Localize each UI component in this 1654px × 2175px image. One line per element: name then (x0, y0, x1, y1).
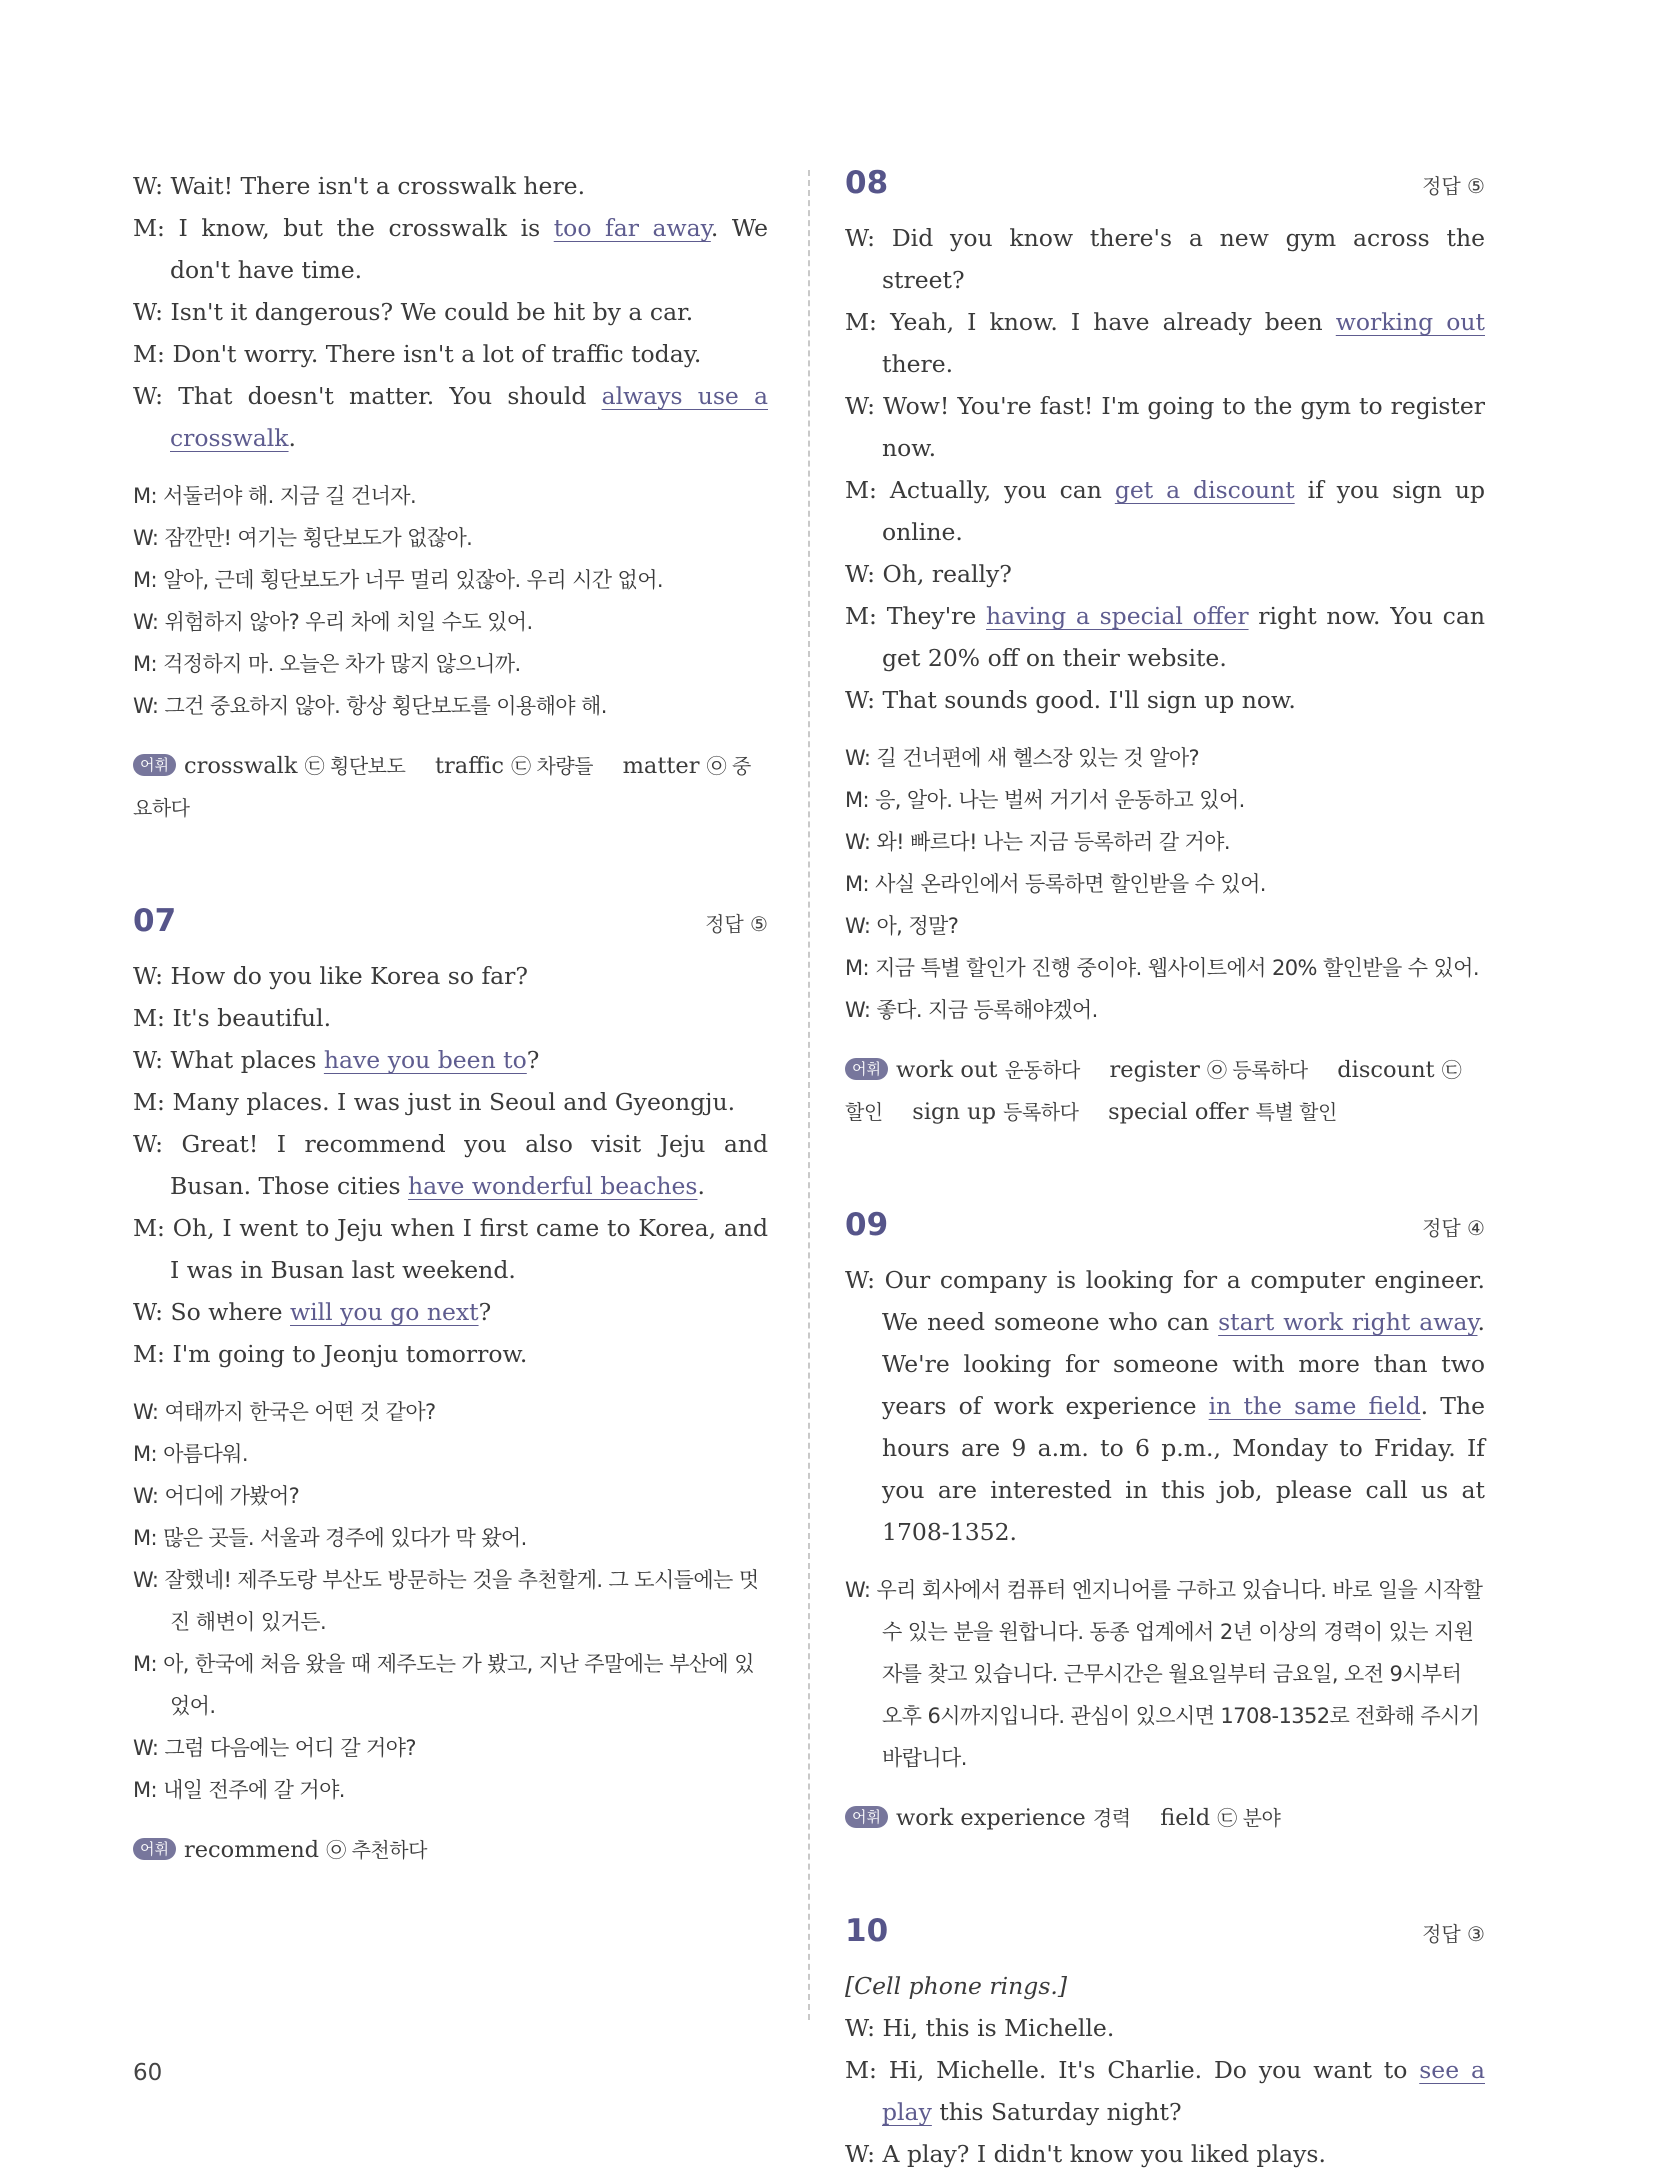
speaker-label: W: (133, 1130, 182, 1158)
speaker-label: W: (133, 298, 171, 326)
speaker-label: W: (845, 1266, 885, 1294)
dialogue-line (845, 2049, 1485, 2133)
korean-line: M: 지금 특별 할인가 진행 중이야. 웹사이트에서 20% 할인받을 수 있어. (845, 956, 1479, 980)
dialogue-text: Hi, Michelle. It's Charlie. Do you want to (888, 2056, 1420, 2084)
vocab-meaning: 등록하다 (1003, 1100, 1079, 1124)
dialogue-text: . The hours are 9 a.m. to 6 p.m., Monday to Friday. If you are interested in this job, please call us at 1708-1352. (882, 1392, 1485, 1546)
korean-line: M: 응, 알아. 나는 벌써 거기서 운동하고 있어. (845, 788, 1245, 812)
dialogue-line (845, 301, 1485, 385)
speaker-label: M: (133, 214, 179, 242)
right-column (845, 165, 1485, 2175)
dialogue-text: They're (886, 602, 987, 630)
vocab-item (896, 1805, 1131, 1831)
q10-english-dialogue (845, 2007, 1485, 2175)
question-number: 09 (845, 1207, 889, 1243)
dialogue-text: How do you like Korea so far? (170, 962, 528, 990)
speaker-label: W: (133, 1046, 171, 1074)
answer-label: 정답 ③ (1422, 1922, 1485, 1946)
question-09-header (845, 1207, 1485, 1259)
q07-korean-translation (133, 1391, 768, 1811)
korean-line: W: 아, 정말? (845, 914, 959, 938)
vocab-meaning: ㉢ 분야 (1217, 1806, 1281, 1830)
vocab-item (1160, 1805, 1280, 1831)
question-number: 07 (133, 903, 177, 939)
dialogue-text: right now. You can get 20% off on their website. (882, 602, 1485, 672)
dialogue-line (845, 553, 1485, 595)
vocab-meaning: ㉧ 등록하다 (1206, 1058, 1308, 1082)
answer-phrase: have wonderful beaches (408, 1172, 698, 1200)
vocab-badge: 어휘 (133, 1838, 176, 1860)
speaker-label: M: (845, 602, 887, 630)
dialogue-text: . (288, 424, 297, 452)
dialogue-text: Actually, you can (889, 476, 1115, 504)
dialogue-text: if you sign up online. (882, 476, 1486, 546)
speaker-label: M: (133, 1088, 173, 1116)
left-column (133, 165, 768, 1871)
dialogue-text: ? (478, 1298, 492, 1326)
dialogue-line (133, 1123, 768, 1207)
korean-line: M: 아름다워. (133, 1442, 248, 1466)
dialogue-text: So where (170, 1298, 290, 1326)
dialogue-text: Oh, really? (882, 560, 1012, 588)
dialogue-text: Oh, I went to Jeju when I first came to Korea, and I was in Busan last weekend. (170, 1214, 769, 1284)
question-07-header (133, 903, 768, 955)
dialogue-text: this Saturday night? (931, 2098, 1182, 2126)
q09-english-monologue (845, 1259, 1485, 1553)
speaker-label: M: (845, 308, 891, 336)
vocab-item (912, 1099, 1078, 1125)
dialogue-text: That doesn't matter. You should (178, 382, 602, 410)
vocab-word: matter (622, 753, 707, 779)
dialogue-line (845, 2007, 1485, 2049)
dialogue-line (133, 1333, 768, 1375)
answer-phrase: start work right away (1218, 1308, 1478, 1336)
question-08-header (845, 165, 1485, 217)
vocab-meaning: ㉢ 차량들 (511, 754, 593, 778)
speaker-label: W: (845, 2014, 883, 2042)
dialogue-text: Hi, this is Michelle. (882, 2014, 1115, 2042)
speaker-label: W: (845, 686, 883, 714)
q08-english-dialogue (845, 217, 1485, 721)
korean-line: W: 그럼 다음에는 어디 갈 거야? (133, 1736, 416, 1760)
korean-line: M: 아, 한국에 처음 왔을 때 제주도는 가 봤고, 지난 주말에는 부산에 있었어. (133, 1652, 754, 1718)
answer-label: 정답 ⑤ (705, 912, 768, 936)
dialogue-text: I'm going to Jeonju tomorrow. (172, 1340, 528, 1368)
vocab-item (435, 753, 593, 779)
dialogue-text: A play? I didn't know you liked plays. (882, 2140, 1326, 2168)
korean-line: W: 그건 중요하지 않아. 항상 횡단보도를 이용해야 해. (133, 694, 607, 718)
vocab-word: register (1109, 1057, 1207, 1083)
vocab-word: work experience (895, 1805, 1093, 1831)
answer-phrase: get a discount (1114, 476, 1295, 504)
cont-english-dialogue (133, 165, 768, 459)
dialogue-text: Wait! There isn't a crosswalk here. (170, 172, 586, 200)
vocab-meaning: ㉧ 중요하다 (133, 754, 751, 820)
stage-direction: [Cell phone rings.] (845, 1972, 1068, 2000)
dialogue-line (133, 207, 768, 291)
dialogue-line (845, 2133, 1485, 2175)
dialogue-text: . (697, 1172, 705, 1200)
vocab-word: work out (895, 1057, 1005, 1083)
q09-korean-translation (845, 1569, 1485, 1779)
vocab-item (184, 1837, 427, 1863)
q07-english-dialogue (133, 955, 768, 1375)
dialogue-line (133, 1207, 768, 1291)
dialogue-line (133, 291, 768, 333)
dialogue-text: there. (882, 350, 954, 378)
speaker-label: W: (845, 224, 892, 252)
q07-vocab (133, 1829, 768, 1871)
korean-line: M: 많은 곳들. 서울과 경주에 있다가 막 왔어. (133, 1526, 527, 1550)
cont-korean-translation (133, 475, 768, 727)
question-10-header (845, 1913, 1485, 1965)
dialogue-line (133, 1081, 768, 1123)
dialogue-line (845, 679, 1485, 721)
vocab-meaning: ㉧ 추천하다 (326, 1838, 427, 1862)
dialogue-text: I know, but the crosswalk is (178, 214, 554, 242)
dialogue-text: Yeah, I know. I have already been (890, 308, 1336, 336)
korean-line: W: 어디에 가봤어? (133, 1484, 300, 1508)
korean-line: M: 사실 온라인에서 등록하면 할인받을 수 있어. (845, 872, 1266, 896)
dialogue-text: Did you know there's a new gym across the street? (882, 224, 1486, 294)
dialogue-line (133, 955, 768, 997)
korean-line: W: 좋다. 지금 등록해야겠어. (845, 998, 1098, 1022)
speaker-label: W: (133, 172, 171, 200)
korean-line: W: 여태까지 한국은 어떤 것 같아? (133, 1400, 436, 1424)
vocab-word: traffic (434, 753, 512, 779)
dialogue-line (133, 997, 768, 1039)
dialogue-text: Don't worry. There isn't a lot of traffic today. (172, 340, 702, 368)
dialogue-text: Our company is looking for a computer engineer. We need someone who can (882, 1266, 1485, 1336)
answer-phrase: always use a crosswalk (170, 382, 769, 452)
answer-phrase: having a special offer (986, 602, 1249, 630)
vocab-meaning: 특별 할인 (1255, 1100, 1337, 1124)
dialogue-text: It's beautiful. (172, 1004, 332, 1032)
dialogue-text: . We're looking for someone with more than two years of work experience (882, 1308, 1485, 1420)
dialogue-text: ? (526, 1046, 540, 1074)
dialogue-line (133, 165, 768, 207)
answer-phrase: see a play (882, 2056, 1485, 2126)
dialogue-text: . We don't have time. (170, 214, 769, 284)
speaker-label: W: (133, 962, 171, 990)
q09-vocab (845, 1797, 1485, 1839)
vocab-item (1108, 1099, 1337, 1125)
vocab-item (896, 1057, 1080, 1083)
vocab-meaning: ㉢ 할인 (845, 1058, 1462, 1124)
speaker-label: M: (133, 1340, 173, 1368)
dialogue-text: Isn't it dangerous? We could be hit by a car. (170, 298, 694, 326)
dialogue-text: Many places. I was just in Seoul and Gyeongju. (172, 1088, 736, 1116)
vocab-badge: 어휘 (845, 1806, 888, 1828)
korean-line: W: 위험하지 않아? 우리 차에 치일 수도 있어. (133, 610, 533, 634)
dialogue-line (845, 595, 1485, 679)
speaker-label: M: (133, 340, 173, 368)
korean-line: M: 걱정하지 마. 오늘은 차가 많지 않으니까. (133, 652, 521, 676)
page-number: 60 (133, 2060, 163, 2086)
dialogue-text: Great! I recommend you also visit Jeju and Busan. Those cities (170, 1130, 769, 1200)
dialogue-line (133, 375, 768, 459)
korean-line: W: 우리 회사에서 컴퓨터 엔지니어를 구하고 있습니다. 바로 일을 시작할 수 있는 분을 원합니다. 동종 업계에서 2년 이상의 경력이 있는 지원자를 찾고 있습니다. 근무시간은 월요일부터 금요일, 오전 9시부터 오후 6시까지입니다. 관심이 있으시면 1708-1352로 전화해 주시기 바랍니다. (845, 1578, 1483, 1770)
answer-phrase: working out (1335, 308, 1485, 336)
korean-line: M: 알아, 근데 횡단보도가 너무 멀리 있잖아. 우리 시간 없어. (133, 568, 663, 592)
dialogue-line (133, 1291, 768, 1333)
korean-line: W: 와! 빠르다! 나는 지금 등록하러 갈 거야. (845, 830, 1230, 854)
speaker-label: W: (133, 382, 179, 410)
korean-line: M: 서둘러야 해. 지금 길 건너자. (133, 484, 417, 508)
korean-line: W: 잘했네! 제주도랑 부산도 방문하는 것을 추천할게. 그 도시들에는 멋진 해변이 있거든. (133, 1568, 759, 1634)
q08-korean-translation (845, 737, 1485, 1031)
dialogue-line (845, 469, 1485, 553)
vocab-word: discount (1337, 1057, 1442, 1083)
speaker-label: M: (845, 2056, 889, 2084)
speaker-label: W: (133, 1298, 171, 1326)
dialogue-line (845, 1259, 1485, 1553)
question-number: 10 (845, 1913, 889, 1949)
q08-vocab (845, 1049, 1485, 1133)
answer-phrase: have you been to (323, 1046, 527, 1074)
vocab-meaning: 경력 (1092, 1806, 1131, 1830)
vocab-word: special offer (1108, 1099, 1256, 1125)
speaker-label: W: (845, 560, 883, 588)
dialogue-line (845, 217, 1485, 301)
vocab-word: sign up (912, 1099, 1004, 1125)
speaker-label: M: (133, 1214, 173, 1242)
speaker-label: M: (133, 1004, 173, 1032)
vocab-badge: 어휘 (133, 754, 176, 776)
vocab-item (1110, 1057, 1308, 1083)
vocab-meaning: ㉢ 횡단보도 (304, 754, 406, 778)
vocab-word: crosswalk (183, 753, 305, 779)
speaker-label: M: (845, 476, 890, 504)
speaker-label: W: (845, 392, 884, 420)
dialogue-text: What places (170, 1046, 324, 1074)
vocab-meaning: 운동하다 (1004, 1058, 1080, 1082)
dialogue-text: Wow! You're fast! I'm going to the gym to register now. (882, 392, 1485, 462)
dialogue-line (133, 1039, 768, 1081)
column-divider (808, 170, 810, 2020)
korean-line: W: 잠깐만! 여기는 횡단보도가 없잖아. (133, 526, 473, 550)
vocab-word: recommend (183, 1837, 327, 1863)
vocab-word: field (1160, 1805, 1218, 1831)
cont-vocab (133, 745, 768, 829)
korean-line: W: 길 건너편에 새 헬스장 있는 것 알아? (845, 746, 1200, 770)
dialogue-line (845, 385, 1485, 469)
dialogue-text: That sounds good. I'll sign up now. (882, 686, 1296, 714)
question-number: 08 (845, 165, 889, 201)
answer-label: 정답 ⑤ (1422, 174, 1485, 198)
korean-line: M: 내일 전주에 갈 거야. (133, 1778, 345, 1802)
answer-phrase: in the same field (1208, 1392, 1421, 1420)
answer-phrase: will you go next (290, 1298, 479, 1326)
dialogue-line (133, 333, 768, 375)
vocab-item (184, 753, 405, 779)
vocab-badge: 어휘 (845, 1058, 888, 1080)
answer-phrase: too far away (553, 214, 711, 242)
answer-label: 정답 ④ (1422, 1216, 1485, 1240)
speaker-label: W: (845, 2140, 883, 2168)
